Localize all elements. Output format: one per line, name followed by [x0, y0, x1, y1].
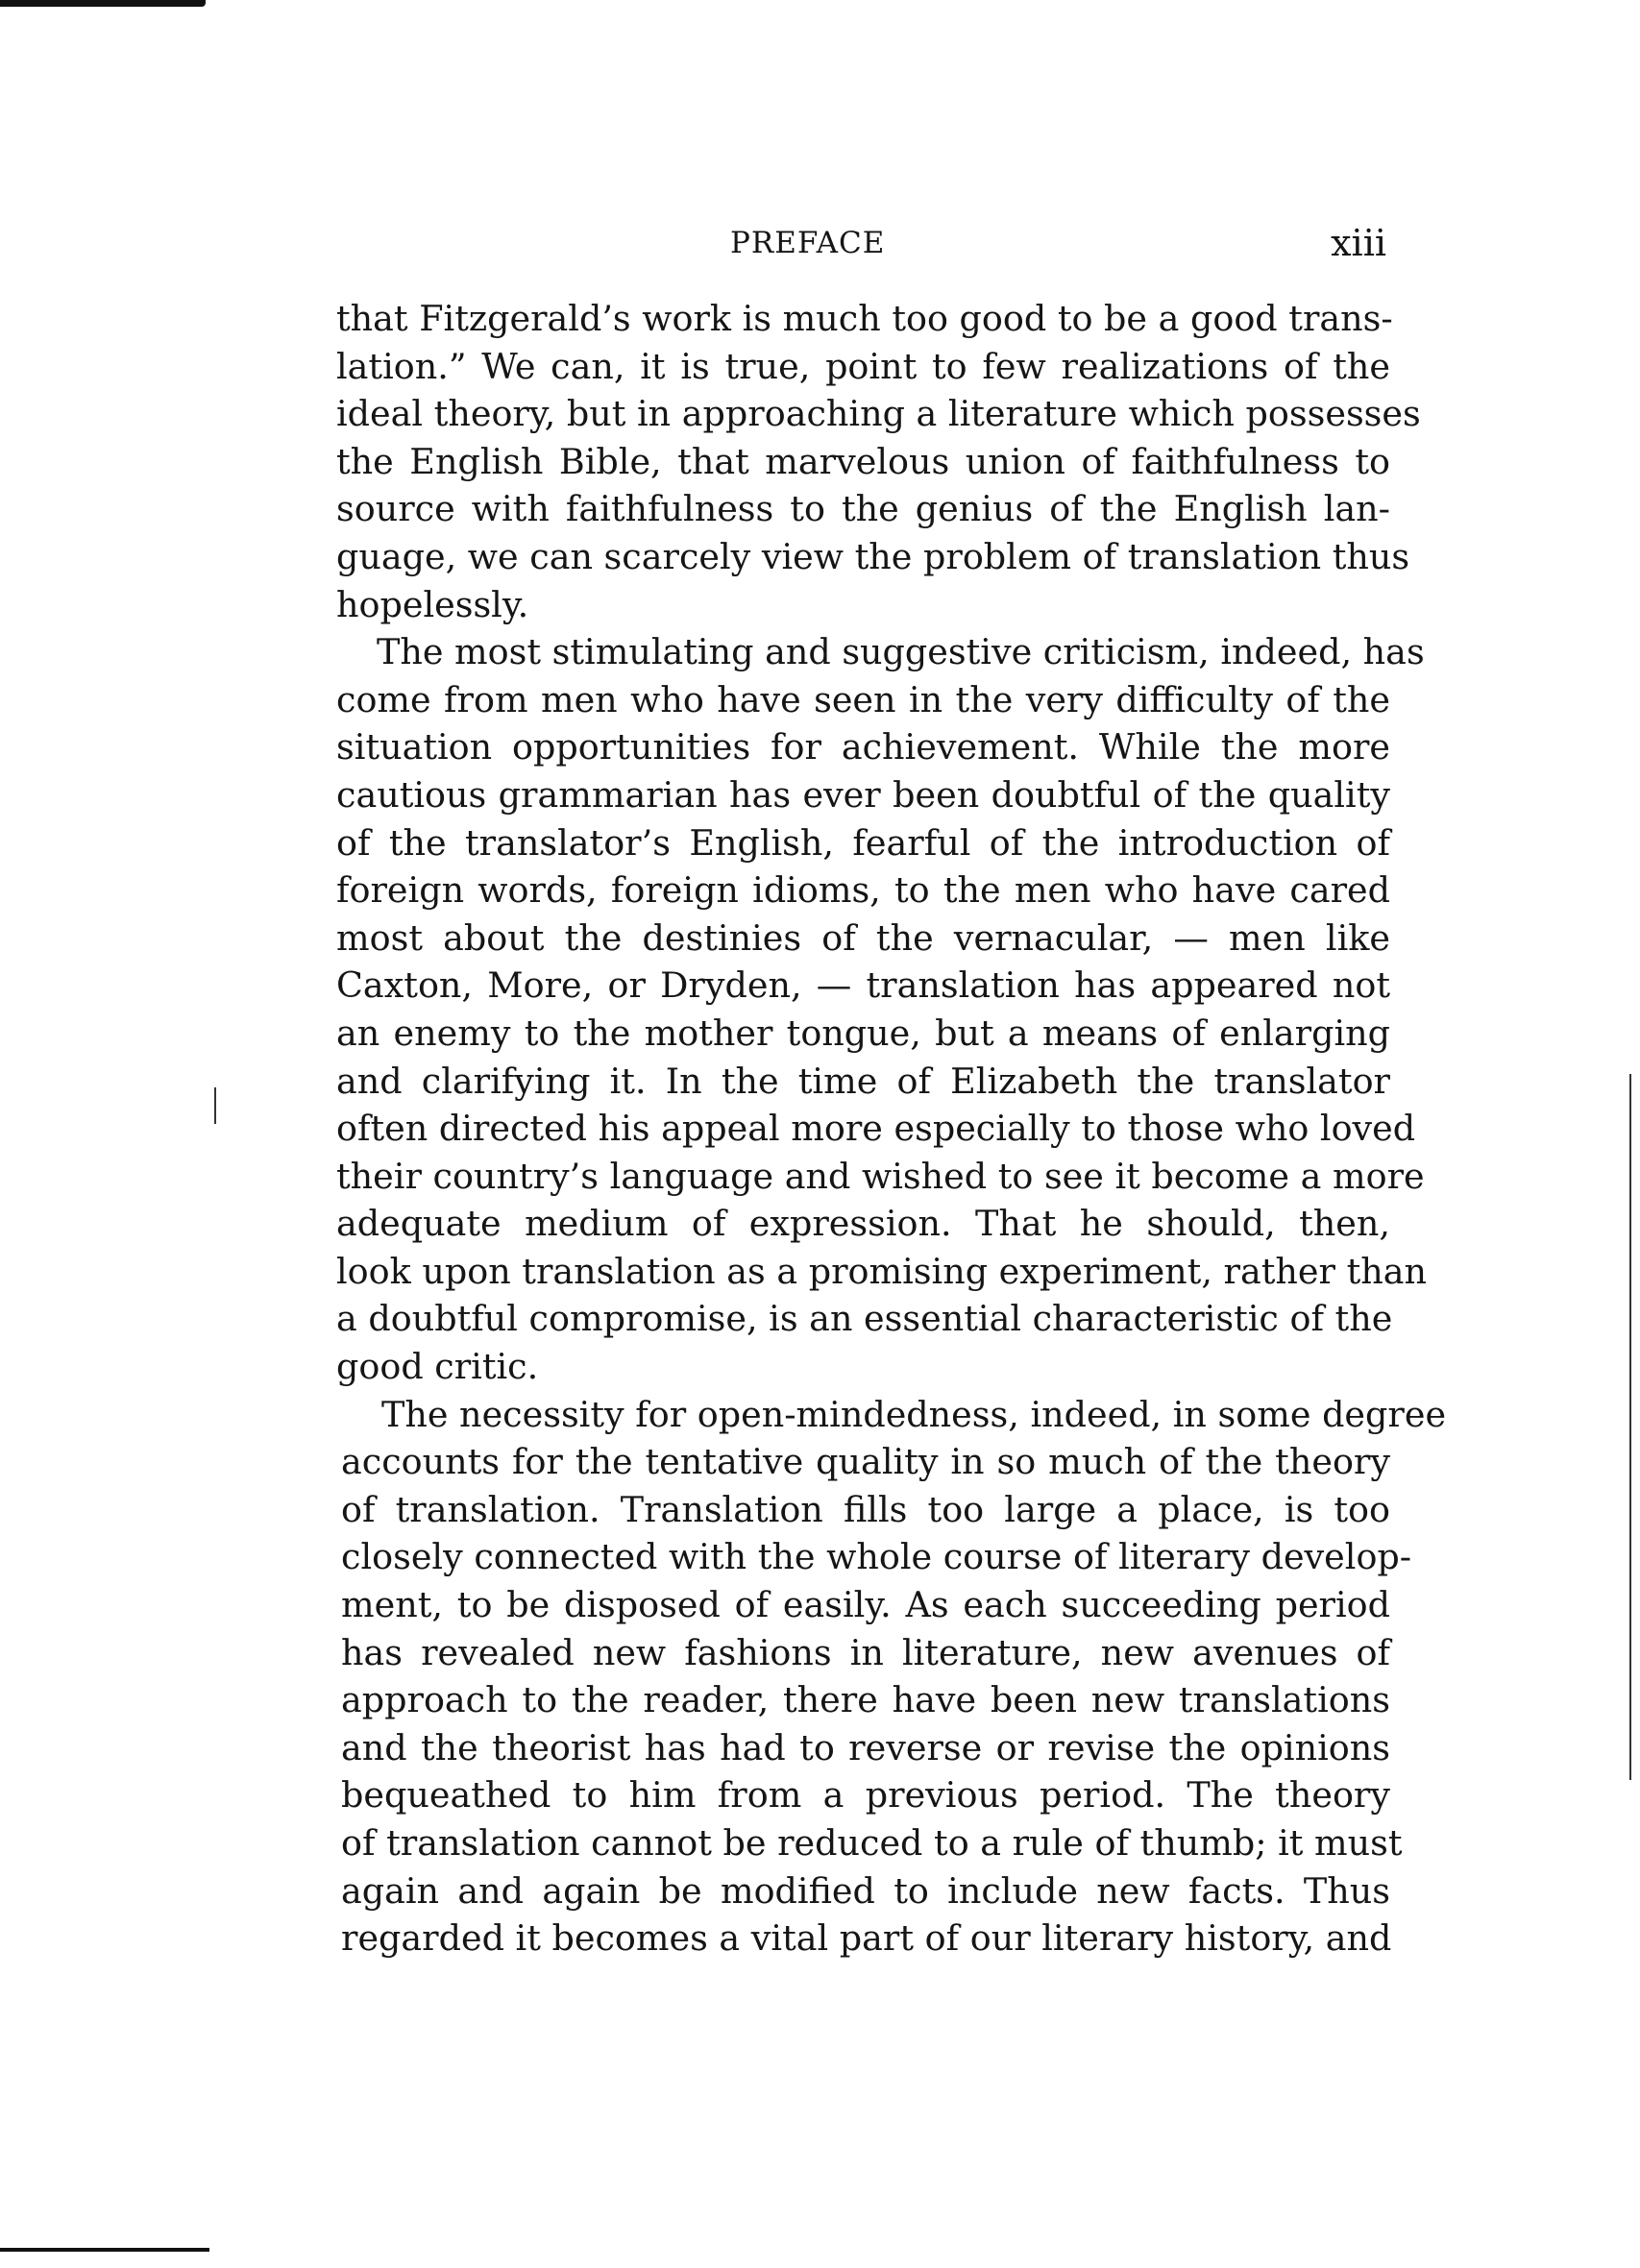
text-line: and clarifying it. In the time of Elizabeth the translator: [336, 1060, 1390, 1102]
text-line: ideal theory, but in approaching a literature which possesses: [336, 393, 1421, 435]
text-line: Caxton, More, or Dryden, — translation has appeared not: [336, 964, 1390, 1007]
text-line: their country’s language and wished to see it become a more: [336, 1155, 1425, 1197]
text-line: lation.” We can, it is true, point to few realizations of the: [336, 345, 1390, 387]
paragraph-3: [336, 1391, 1447, 1963]
text-line: good critic.: [336, 1346, 539, 1388]
scan-edge-mark-top: [0, 0, 206, 7]
text-line: guage, we can scarcely view the problem of translation thus: [336, 535, 1410, 577]
scan-right-edge-line: [1629, 1074, 1631, 1780]
text-line: bequeathed to him from a previous period. The theory: [341, 1774, 1390, 1817]
text-line: hopelessly.: [336, 583, 529, 625]
text-line: most about the destinies of the vernacular, — men like: [336, 916, 1390, 959]
text-line: again and again be modified to include new facts. Thus: [341, 1869, 1390, 1912]
text-line: and the theorist has had to reverse or revise the opinions: [341, 1726, 1390, 1768]
page-number: xiii: [1331, 222, 1386, 264]
text-line: a doubtful compromise, is an essential characteristic of the: [336, 1298, 1393, 1340]
text-line: source with faithfulness to the genius of the English lan-: [336, 488, 1390, 530]
text-line: cautious grammarian has ever been doubtful of the quality: [336, 773, 1390, 816]
running-head: PREFACE: [730, 226, 886, 260]
text-line: The necessity for open-mindedness, indeed, in some degree: [381, 1393, 1447, 1435]
text-line: that Fitzgerald’s work is much too good to be a good trans-: [336, 298, 1393, 339]
text-line: of the translator’s English, fearful of the introduction of: [336, 821, 1390, 864]
page-header: [336, 219, 1386, 269]
text-line: approach to the reader, there have been new translations: [341, 1679, 1390, 1721]
text-line: regarded it becomes a vital part of our literary history, and: [341, 1917, 1392, 1960]
text-line: closely connected with the whole course of literary develop-: [341, 1536, 1412, 1578]
scan-margin-mark: [214, 1087, 216, 1124]
paragraph-2: [336, 628, 1428, 1391]
text-line: adequate medium of expression. That he should, then,: [336, 1203, 1390, 1245]
text-line: ment, to be disposed of easily. As each succeeding period: [341, 1584, 1390, 1626]
text-line: of translation. Translation fills too large a place, is too: [341, 1488, 1390, 1530]
text-line: often directed his appeal more especially to those who loved: [336, 1108, 1416, 1150]
text-line: come from men who have seen in the very difficulty of the: [336, 678, 1390, 720]
text-line: of translation cannot be reduced to a rule of thumb; it must: [341, 1822, 1403, 1864]
scan-edge-mark-bottom: [0, 2248, 209, 2252]
text-line: has revealed new fashions in literature, new avenues of: [341, 1631, 1390, 1673]
text-line: situation opportunities for achievement. While the more: [336, 726, 1390, 768]
text-line: accounts for the tentative quality in so much of the theory: [341, 1441, 1390, 1483]
text-line: an enemy to the mother tongue, but a means of enlarging: [336, 1012, 1390, 1054]
page-body: [336, 295, 1447, 1963]
paragraph-1: [336, 295, 1421, 628]
text-line: foreign words, foreign idioms, to the men who have cared: [336, 869, 1390, 912]
text-line: The most stimulating and suggestive criticism, indeed, has: [377, 631, 1425, 673]
text-line: look upon translation as a promising experiment, rather than: [336, 1250, 1428, 1292]
text-line: the English Bible, that marvelous union of faithfulness to: [336, 440, 1390, 482]
